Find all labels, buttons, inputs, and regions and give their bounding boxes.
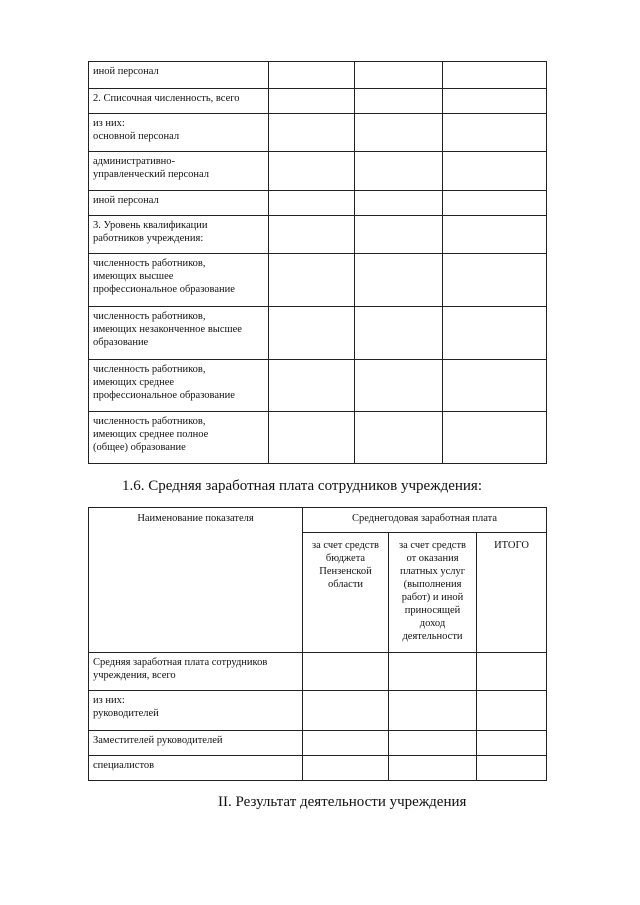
table-row [89, 691, 547, 731]
row-label: из них: основной персонал [89, 114, 269, 152]
indicator-header: Наименование показателя [89, 508, 303, 653]
value-cell [269, 114, 355, 152]
table-row [89, 254, 547, 307]
avg-salary-header: Среднегодовая заработная плата [303, 508, 547, 533]
table-row [89, 216, 547, 254]
salary-table [88, 507, 547, 781]
value-cell [269, 216, 355, 254]
value-cell [355, 152, 443, 191]
value-cell [355, 114, 443, 152]
row-label: численность работников, имеющих среднее профессиональное образование [89, 360, 269, 412]
section-2-heading: II. Результат деятельности учреждения [218, 794, 467, 810]
row-label: иной персонал [89, 62, 269, 89]
table-row [89, 307, 547, 360]
row-label: специалистов [89, 756, 303, 781]
value-cell [443, 307, 547, 360]
table-row [89, 731, 547, 756]
table-row [89, 89, 547, 114]
row-label: численность работников, имеющих незаконченное высшее образование [89, 307, 269, 360]
row-label: 2. Списочная численность, всего [89, 89, 269, 114]
value-cell [443, 254, 547, 307]
value-cell [355, 89, 443, 114]
value-cell [269, 152, 355, 191]
value-cell [443, 412, 547, 464]
value-cell [389, 756, 477, 781]
row-label: численность работников, имеющих высшее профессиональное образование [89, 254, 269, 307]
value-cell [355, 191, 443, 216]
value-cell [355, 216, 443, 254]
value-cell [269, 89, 355, 114]
value-cell [355, 62, 443, 89]
value-cell [355, 254, 443, 307]
row-label: Средняя заработная плата сотрудников учреждения, всего [89, 653, 303, 691]
total-column-header: ИТОГО [477, 533, 547, 653]
value-cell [477, 731, 547, 756]
table-row [89, 191, 547, 216]
table-row [89, 653, 547, 691]
value-cell [443, 89, 547, 114]
value-cell [269, 307, 355, 360]
value-cell [269, 62, 355, 89]
row-label: из них: руководителей [89, 691, 303, 731]
value-cell [303, 653, 389, 691]
value-cell [269, 254, 355, 307]
value-cell [477, 756, 547, 781]
section-1-6-heading: 1.6. Средняя заработная плата сотрудников учреждения: [122, 478, 482, 494]
row-label: Заместителей руководителей [89, 731, 303, 756]
value-cell [389, 731, 477, 756]
value-cell [477, 691, 547, 731]
table-row [89, 152, 547, 191]
value-cell [443, 114, 547, 152]
value-cell [269, 191, 355, 216]
table-row [89, 756, 547, 781]
value-cell [443, 191, 547, 216]
table-row [89, 62, 547, 89]
value-cell [355, 412, 443, 464]
row-label: административно- управленческий персонал [89, 152, 269, 191]
value-cell [355, 307, 443, 360]
budget-column-header: за счет средств бюджета Пензенской области [303, 533, 389, 653]
value-cell [303, 691, 389, 731]
table-row [89, 360, 547, 412]
row-label: численность работников, имеющих среднее полное (общее) образование [89, 412, 269, 464]
value-cell [303, 756, 389, 781]
value-cell [389, 653, 477, 691]
value-cell [477, 653, 547, 691]
row-label: иной персонал [89, 191, 269, 216]
value-cell [389, 691, 477, 731]
value-cell [443, 360, 547, 412]
staff-table [88, 61, 547, 464]
value-cell [443, 152, 547, 191]
value-cell [443, 216, 547, 254]
row-label: 3. Уровень квалификации работников учреждения: [89, 216, 269, 254]
paid-services-column-header: за счет средств от оказания платных услуг (выполнения работ) и иной приносящей доход деятельности [389, 533, 477, 653]
value-cell [443, 62, 547, 89]
table-row [89, 412, 547, 464]
value-cell [269, 412, 355, 464]
table-row [89, 114, 547, 152]
value-cell [355, 360, 443, 412]
value-cell [269, 360, 355, 412]
value-cell [303, 731, 389, 756]
